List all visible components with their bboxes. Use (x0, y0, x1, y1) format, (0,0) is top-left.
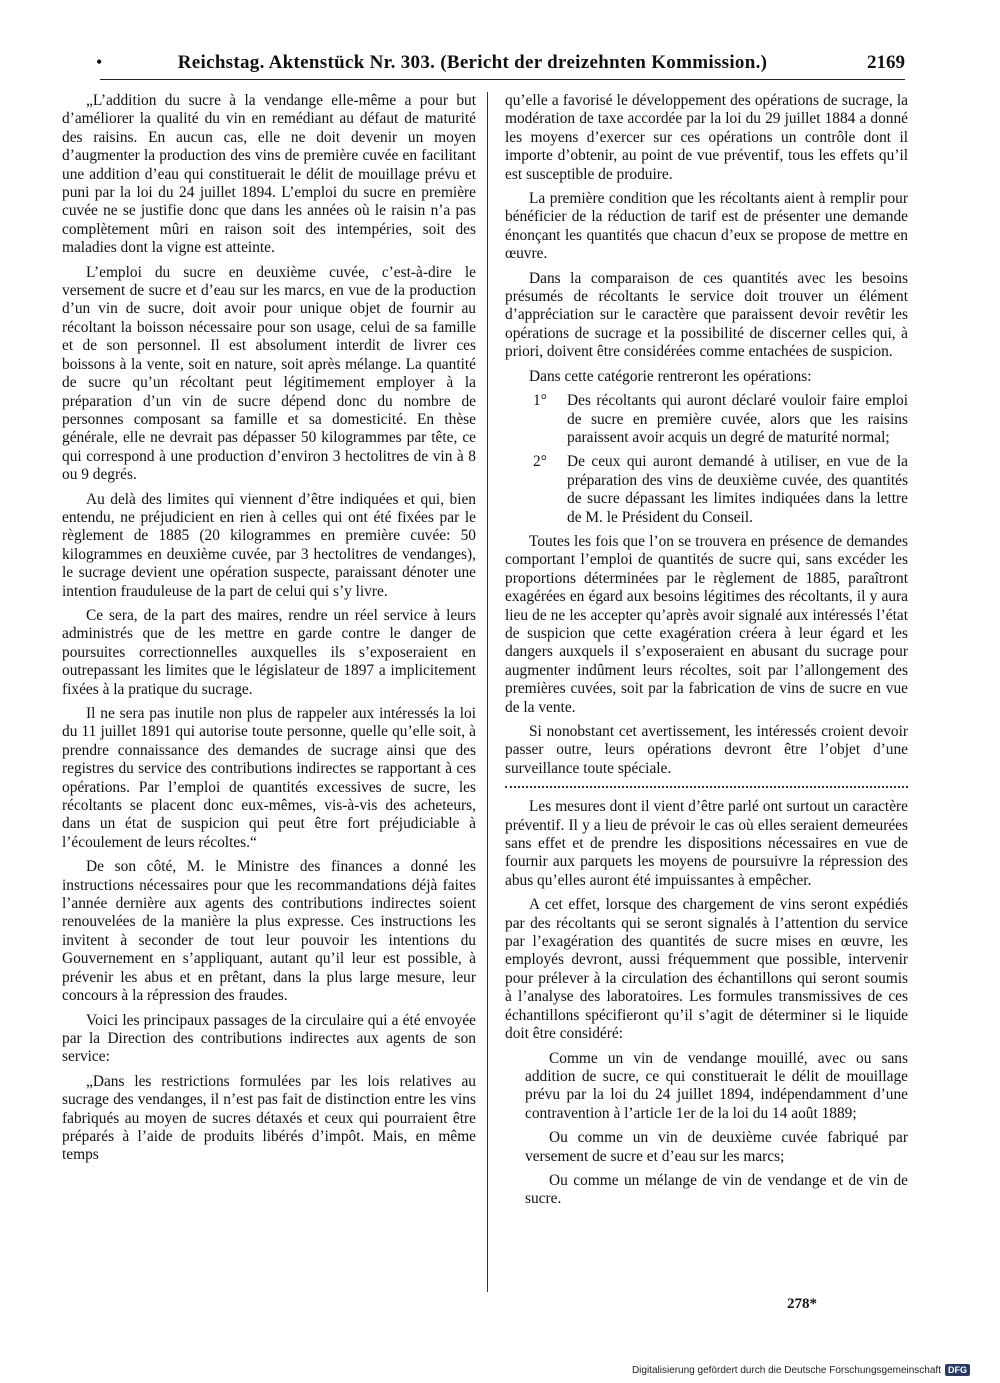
paragraph: qu’elle a favorisé le développement des opérations de sucrage, la modération de taxe accordée par la loi du 29 juillet 1884 a donné les moyens d’exercer sur ces opérations un contrôle dont il importe d’obtenir, au point de vue préventif, tous les effets qu’il est susceptible de produire. (505, 92, 908, 183)
paragraph: „Dans les restrictions formulées par les lois relatives au sucrage des vendanges, il n’est pas fait de distinction entre les vins fabriqués au moyen de sucres détaxés et ceux qui pourraient être préparés à l’aide de produits libérés d’impôt. Mais, en même temps (62, 1072, 476, 1164)
header-rule (100, 79, 905, 80)
paragraph: Voici les principaux passages de la circulaire qui a été envoyée par la Direction des contributions indirectes aux agents de son service: (62, 1011, 476, 1066)
quote-paragraph: Ou comme un mélange de vin de vendange et de vin de sucre. (525, 1171, 908, 1208)
dotted-separator (505, 786, 908, 788)
paragraph: Au delà des limites qui viennent d’être indiquées et qui, bien entendu, ne préjudicient en rien à celles qui ont été fixées par le règlement de 1885 (20 kilogrammes en première cuvée: 50 kilogrammes en deuxième cuvée, par 3 hectolitres de vendanges), le sucrage devient une opération suspecte, paraissant dénoter une intention frauduleuse de la part de celui qui s’y livre. (62, 490, 476, 600)
quote-paragraph: Comme un vin de vendange mouillé, avec ou sans addition de sucre, ce qui constituerait le délit de mouillage prévu par la loi du 24 juillet 1894, indépendamment d’une contravention à l’article 1er de la loi du 14 août 1889; (525, 1049, 908, 1122)
header-title: Reichstag. Aktenstück Nr. 303. (Bericht der dreizehnten Kommission.) (177, 52, 768, 73)
list-text: Des récoltants qui auront déclaré vouloir faire emploi de sucre en première cuvée, alors que les raisins paraissent avoir acquis un degré de maturité normal; (567, 392, 908, 446)
footer-text: Digitalisierung gefördert durch die Deutsche Forschungsgemeinschaft (631, 1364, 941, 1376)
list-text: De ceux qui auront demandé à utiliser, en vue de la préparation des vins de deuxième cuvée, des quantités de sucre dépassant les limites indiquées dans la lettre de M. le Président du Conseil. (567, 453, 908, 526)
paragraph: L’emploi du sucre en deuxième cuvée, c’est-à-dire le versement de sucre et d’eau sur les marcs, en vue de la production d’un vin de sucre, doit avoir pour unique objet de fournir au récoltant la boisson nécessaire pour son usage, celui de sa famille et de son personnel. Il est absolument interdit de livrer ces boissons à la vente, soit en nature, soit après mélange. La quantité de sucre qu’un récoltant peut légitimement employer à la préparation d’un vin de sucre dépend donc du nombre de personnes composant sa famille et sa domesticité. En thèse générale, elle ne devrait pas dépasser 50 kilogrammes par tête, ce qui correspond à une production d’environ 3 hectolitres de vin à 8 ou 9 degrés. (62, 263, 476, 484)
paragraph: La première condition que les récoltants aient à remplir pour bénéficier de la réduction de tarif est de présenter une demande énonçant les quantités que chacun d’eux se propose de mettre en œuvre. (505, 190, 908, 263)
column-divider (487, 92, 488, 1292)
left-column (62, 92, 476, 1171)
paragraph: Les mesures dont il vient d’être parlé ont surtout un caractère préventif. Il y a lieu de prévoir le cas où elles seraient demeurées sans effet et de prendre les dispositions nécessaires en vue de fournir aux parquets les moyens de poursuivre la répression des abus qu’elles auront été impuissantes à empêcher. (505, 798, 908, 889)
dfg-logo: DFG (945, 1364, 970, 1376)
paragraph: Ce sera, de la part des maires, rendre un réel service à leurs administrés que de les mettre en garde contre le danger de poursuites correctionnelles auxquelles ils s’exposeraient en outrepassant les limites que le législateur de 1897 a implicitement fixées à la pratique du sucrage. (62, 606, 476, 698)
sheet-number: 278* (787, 1296, 817, 1312)
paragraph: Dans cette catégorie rentreront les opérations: (529, 367, 812, 385)
quote-block (505, 1050, 908, 1209)
paragraph: Toutes les fois que l’on se trouvera en présence de demandes comportant l’emploi de quantités de sucre qui, sans excéder les proportions déterminées par le règlement de 1885, paraîtront exagérées en égard aux besoins légitimes des récoltants, il y aura lieu de ne les accepter qu’après avoir signalé aux intéressés l’état de suspicion que cette exagération créera à leur égard et les dangers auxquels il s’exposeraient en abusant du sucrage pour augmenter indûment leurs récoltes, soit par l’allongement des premières cuvées, soit par la fabrication de vins de sucre en vue de la vente. (505, 532, 908, 716)
footer (632, 1364, 970, 1376)
quote-paragraph: Ou comme un vin de deuxième cuvée fabriqué par versement de sucre et d’eau sur les marcs; (525, 1129, 908, 1165)
page-number: 2169 (867, 52, 905, 73)
paragraph: Dans la comparaison de ces quantités avec les besoins présumés de récoltants le service doit trouver un élément d’appréciation sur le caractère que paraissent devoir revêtir les opérations de sucrage et la possibilité de discerner celles qui, à priori, doivent être considérées comme entachées de suspicion. (505, 269, 908, 361)
list-number: 2° (533, 453, 547, 471)
paragraph: „L’addition du sucre à la vendange elle-même a pour but d’améliorer la qualité du vin en remédiant au défaut de maturité des raisins. En aucun cas, elle ne doit devenir un moyen d’augmenter la production des vins de première cuvée en facilitant une addition d’eau qui constituerait le délit de mouillage prévu et puni par la loi du 24 juillet 1894. L’emploi du sucre en première cuvée ne se justifie donc que dans les années où le raisin n’a pas complètement mûri en raison soit des intempéries, soit des maladies dont la vigne est atteinte. (62, 92, 476, 257)
header-dot: • (96, 52, 103, 72)
paragraph: Si nonobstant cet avertissement, les intéressés croient devoir passer outre, leurs opérations devront être l’objet d’une surveillance toute spéciale. (505, 723, 908, 777)
list-item (505, 453, 908, 527)
paragraph: Il ne sera pas inutile non plus de rappeler aux intéressés la loi du 11 juillet 1891 qui autorise toute personne, quelle qu’elle soit, à prendre connaissance des demandes de sucrage ainsi que des registres du service des contributions indirectes se rapportant à ces opérations. Par l’emploi de quantités excessives de sucre, les récoltants se placent donc eux-mêmes, vis-à-vis des acheteurs, dans un état de suspicion qui peut être fort préjudiciable à l’écoulement de leurs récoltes.“ (62, 705, 476, 851)
right-column (505, 92, 908, 1215)
list-item (505, 392, 908, 447)
list-number: 1° (533, 392, 547, 410)
page-header (40, 50, 905, 80)
paragraph: A cet effet, lorsque des chargement de vins seront expédiés par des récoltants qui se seront signalés à l’attention du service par l’exagération des quantités de sucre mises en œuvre, les employés devront, aussi fréquemment que possible, intervenir pour prélever à la circulation des échantillons qui seront soumis à l’analyse des laboratoires. Les formules transmissives de ces échantillons spécifieront qu’il s’agit de déterminer si le liquide doit être considéré: (505, 896, 908, 1043)
paragraph: De son côté, M. le Ministre des finances a donné les instructions nécessaires pour que les recommandations déjà faites l’année dernière aux agents des contributions indirectes soient renouvelées de la manière la plus expresse. Ces instructions les invitent à seconder de tout leur pouvoir les intentions du Gouvernement en s’appliquant, autant qu’il leur est possible, à prévenir les abus et en prêtant, dans la plus large mesure, leur concours à la répression des fraudes. (62, 858, 476, 1005)
